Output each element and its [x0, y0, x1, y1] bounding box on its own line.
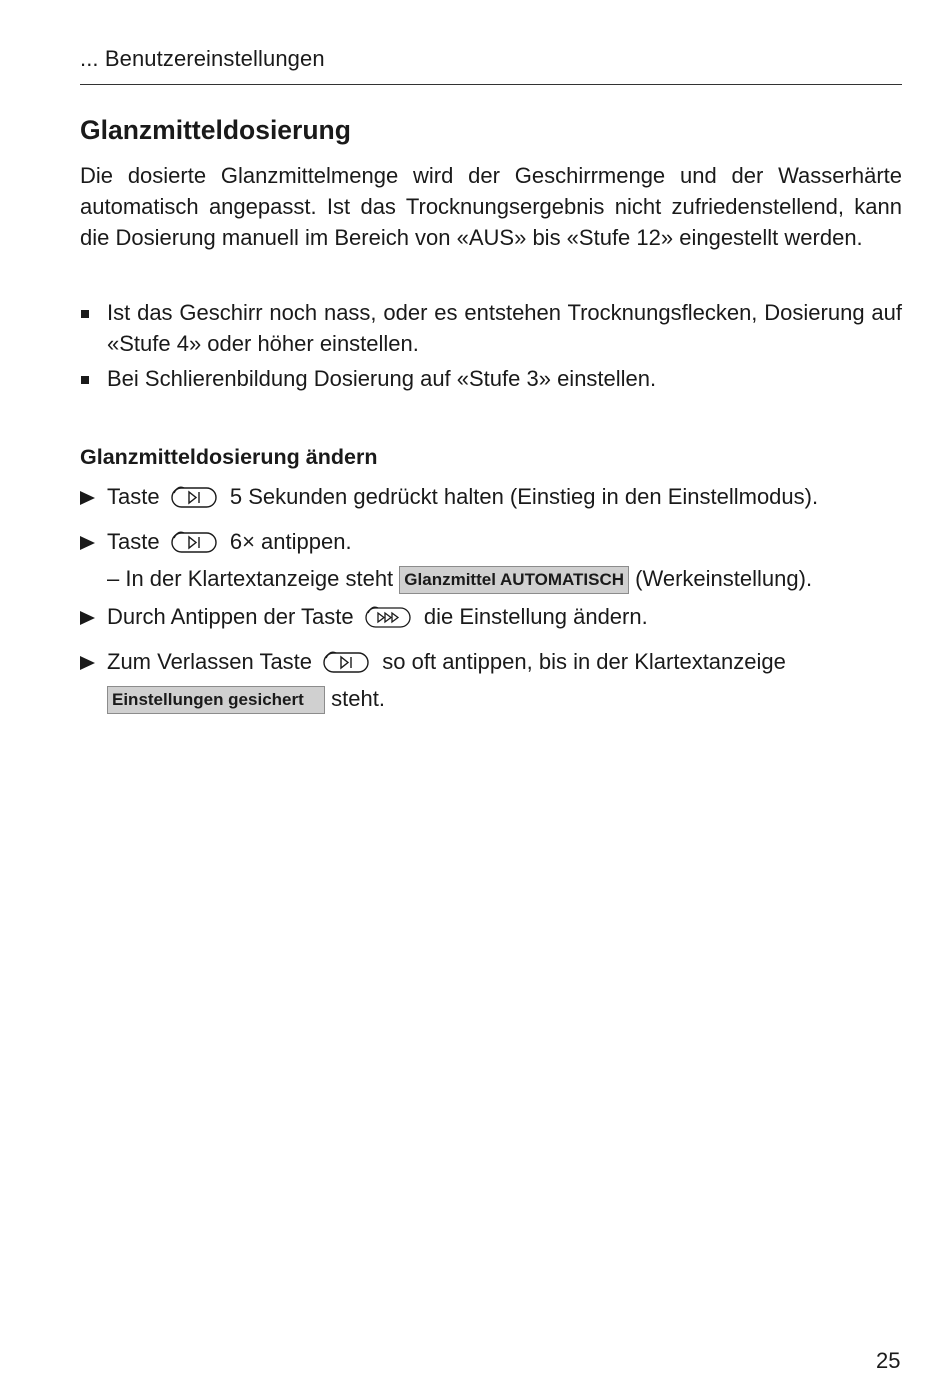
- display-readout: Glanzmittel AUTOMATISCH: [399, 566, 629, 594]
- skip-key-icon: [322, 649, 372, 684]
- step-text: 5 Sekunden gedrückt halten (Einstieg in den Einstellmodus).: [229, 484, 819, 509]
- step-subtext: (Werkeinstellung).: [635, 565, 813, 591]
- step-text: so oft antippen, bis in der Klartextanzeige: [382, 649, 786, 674]
- page-number: 25: [876, 1348, 901, 1373]
- step-arrow-icon: [80, 491, 95, 505]
- step-text: Zum Verlassen Taste: [107, 649, 313, 674]
- list-item: [80, 364, 902, 395]
- fast-forward-key-icon: [364, 604, 414, 639]
- display-readout: Einstellungen gesichert: [107, 686, 325, 714]
- square-bullet-icon: [81, 310, 89, 318]
- instruction-step: [80, 602, 902, 639]
- list-item: [80, 298, 902, 360]
- skip-key-icon: [170, 484, 220, 519]
- step-subtext: steht.: [331, 685, 385, 711]
- step-text: Taste: [107, 484, 160, 509]
- instruction-step: [80, 482, 902, 519]
- section-title: Glanzmitteldosierung: [80, 115, 351, 145]
- bullet-list: [80, 298, 902, 398]
- running-header: ... Benutzereinstellungen: [80, 46, 325, 71]
- step-arrow-icon: [80, 536, 95, 550]
- skip-key-icon: [170, 529, 220, 564]
- bullet-text: Bei Schlierenbildung Dosierung auf «Stufe 3» einstellen.: [107, 365, 657, 391]
- step-text: Taste: [107, 529, 160, 554]
- intro-paragraph: Die dosierte Glanzmittelmenge wird der Geschirrmenge und der Wasserhärte automatisch angepasst. Ist das Trocknungsergebnis nicht zufriedenstellend, kann die Dosierung manuell im Bereich von «AUS» bis «Stufe 12» eingestellt werden.: [80, 163, 902, 250]
- square-bullet-icon: [81, 376, 89, 384]
- step-text: 6× antippen.: [229, 529, 352, 554]
- instruction-step: [80, 527, 902, 595]
- step-text: Durch Antippen der Taste: [107, 604, 354, 629]
- header-divider: [80, 84, 902, 85]
- step-subtext: – In der Klartextanzeige steht: [107, 565, 394, 591]
- step-arrow-icon: [80, 611, 95, 625]
- bullet-text: Ist das Geschirr noch nass, oder es entstehen Trocknungsflecken, Dosierung auf «Stufe 4» oder höher einstellen.: [107, 300, 902, 356]
- step-text: die Einstellung ändern.: [423, 604, 648, 629]
- instruction-step: [80, 647, 902, 715]
- subsection-title: Glanzmitteldosierung ändern: [80, 445, 378, 469]
- step-arrow-icon: [80, 656, 95, 670]
